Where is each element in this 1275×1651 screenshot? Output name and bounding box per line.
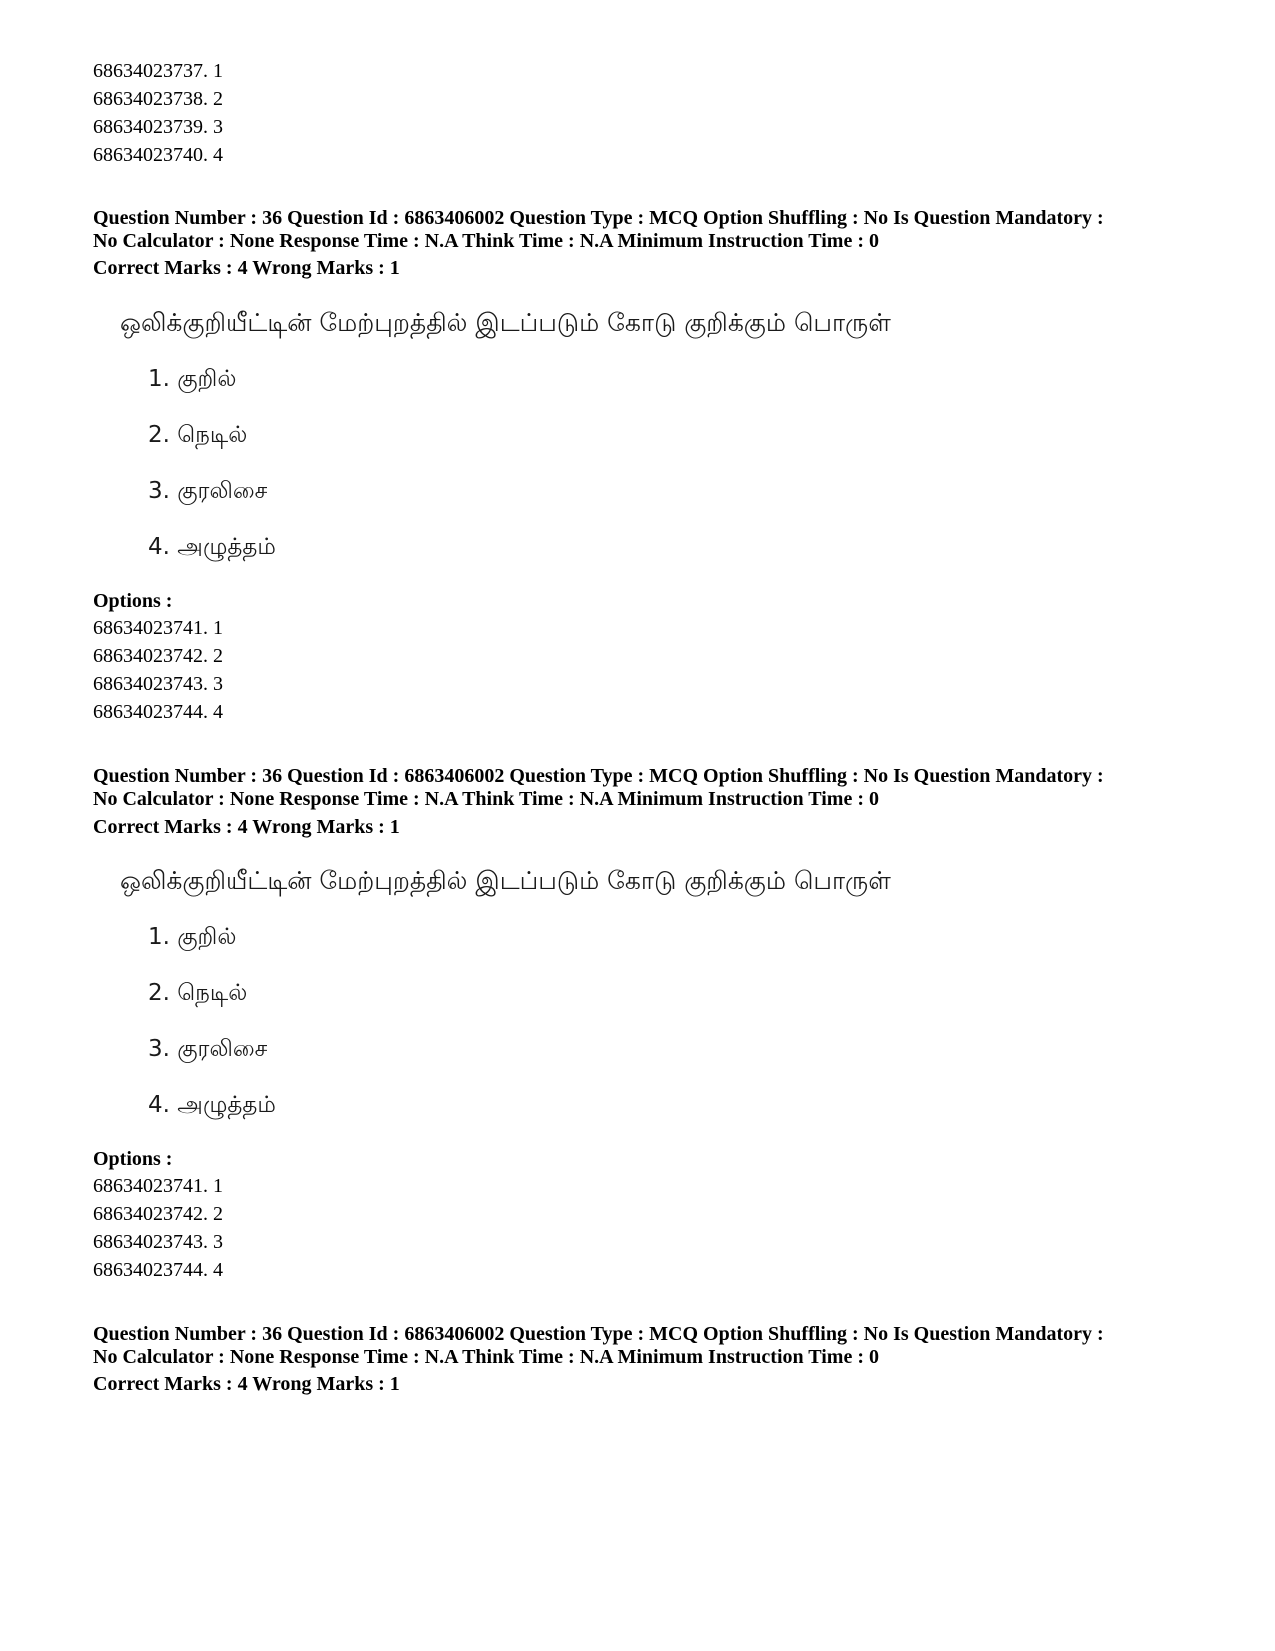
option-line: 68634023743. 3 — [93, 1231, 223, 1253]
question-header: Question Number : 36 Question Id : 6863406002 Question Type : MCQ Option Shuffling : No Is Question Mandatory : — [93, 765, 1104, 787]
answer-choice: 2. நெடில் — [148, 980, 248, 1006]
option-line: 68634023742. 2 — [93, 645, 223, 667]
options-label: Options : — [93, 1148, 173, 1170]
marks-line: Correct Marks : 4 Wrong Marks : 1 — [93, 257, 400, 279]
question-text: ஒலிக்குறியீட்டின் மேற்புறத்தில் இடப்படும் கோடு குறிக்கும் பொருள் — [120, 866, 891, 895]
question-header: No Calculator : None Response Time : N.A Think Time : N.A Minimum Instruction Time : 0 — [93, 788, 879, 810]
answer-choice: 4. அழுத்தம் — [148, 534, 276, 560]
question-header: Question Number : 36 Question Id : 6863406002 Question Type : MCQ Option Shuffling : No Is Question Mandatory : — [93, 1323, 1104, 1345]
question-header: No Calculator : None Response Time : N.A Think Time : N.A Minimum Instruction Time : 0 — [93, 230, 879, 252]
option-line: 68634023738. 2 — [93, 88, 223, 110]
answer-choice: 3. குரலிசை — [148, 1036, 268, 1062]
option-line: 68634023740. 4 — [93, 144, 223, 166]
answer-choice: 4. அழுத்தம் — [148, 1092, 276, 1118]
option-line: 68634023739. 3 — [93, 116, 223, 138]
question-header: No Calculator : None Response Time : N.A Think Time : N.A Minimum Instruction Time : 0 — [93, 1346, 879, 1368]
option-line: 68634023741. 1 — [93, 1175, 223, 1197]
option-line: 68634023741. 1 — [93, 617, 223, 639]
marks-line: Correct Marks : 4 Wrong Marks : 1 — [93, 1373, 400, 1395]
answer-choice: 3. குரலிசை — [148, 478, 268, 504]
option-line: 68634023744. 4 — [93, 1259, 223, 1281]
marks-line: Correct Marks : 4 Wrong Marks : 1 — [93, 816, 400, 838]
answer-choice: 2. நெடில் — [148, 422, 248, 448]
answer-choice: 1. குறில் — [148, 366, 237, 392]
question-text: ஒலிக்குறியீட்டின் மேற்புறத்தில் இடப்படும் கோடு குறிக்கும் பொருள் — [120, 308, 891, 337]
option-line: 68634023742. 2 — [93, 1203, 223, 1225]
option-line: 68634023743. 3 — [93, 673, 223, 695]
options-label: Options : — [93, 590, 173, 612]
option-line: 68634023744. 4 — [93, 701, 223, 723]
question-header: Question Number : 36 Question Id : 6863406002 Question Type : MCQ Option Shuffling : No Is Question Mandatory : — [93, 207, 1104, 229]
answer-choice: 1. குறில் — [148, 924, 237, 950]
option-line: 68634023737. 1 — [93, 60, 223, 82]
